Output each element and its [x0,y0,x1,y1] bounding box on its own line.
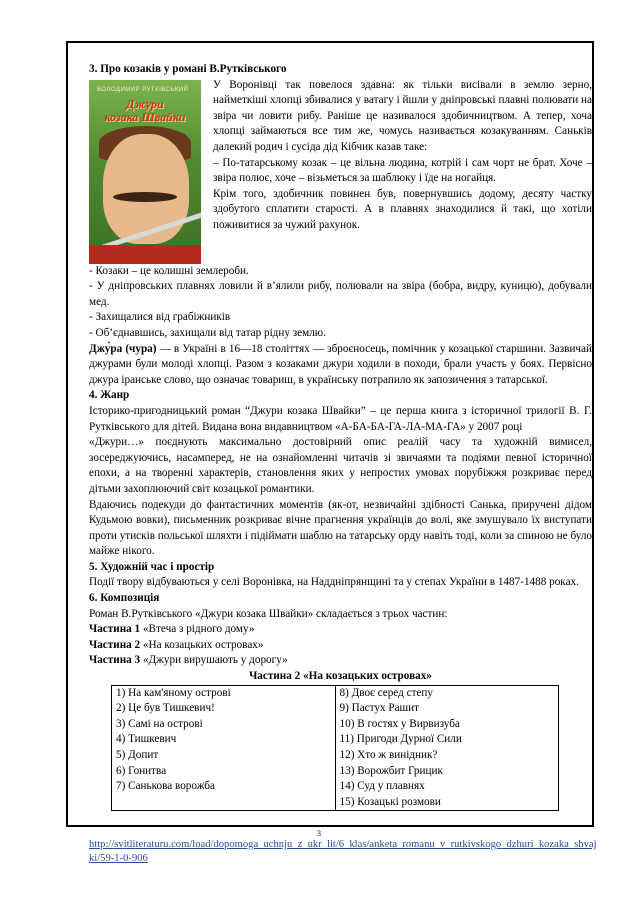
chapter-item: 7) Санькова ворожба [116,780,215,793]
part-item [89,622,592,638]
time-space-paragraph: Події твору відбуваються у селі Воронівка, на Наддніпрянщині та у степах України в 1487-1488 роках. [89,576,579,589]
section-4-heading: 4. Жанр [89,389,130,402]
genre-paragraph: «Джури…» поєднують максимально достовірний опис реалій часу та художній вимисел, зосереджуючись, насамперед, не на ознайомленні читачів зі звичаями та подіями певної історичної епохи, а на творенні характерів, становлення яких у непростих умовах порубіжжя розкриває перед дітьми захоплюючий світ козацької романтики. [89,436,592,495]
chapter-item: 6) Гонитва [116,764,167,777]
dzhura-term: Джу́ра (чура) [89,342,157,355]
part-item [89,638,592,654]
chapters-left-column [112,685,336,811]
page-content [89,62,592,811]
chapter-item: 8) Двоє серед степу [339,686,434,699]
chapter-item: 5) Допит [116,749,159,761]
footer-source-link[interactable]: http://svitliteraturu.com/load/dopomoga_uchnju_z_ukr_lit/6_klas/anketa_romanu_v_rutkivskogo_dzhuri_kozaka_shvajki/59-1-0-906 [89,839,597,864]
chapters-table [111,685,559,812]
genre-paragraph: Історико-пригодницький роман “Джури козака Швайки” – це перша книга з історичної трилогії В. Г. Рутківського для дітей. Видана вона видавництвом «А-БА-БА-ГА-ЛА-МА-ГА» у 2007 році [89,404,592,433]
section-6-heading: 6. Композиція [89,592,160,605]
point-item: - Козаки – це колишні землероби. [89,264,249,277]
chapter-item: 1) На кам'яному острові [116,686,231,699]
cover-title-line-2: козака Швайки [104,109,186,124]
section-5-heading: 5. Художній час і простір [89,560,215,573]
part-item [89,653,592,669]
point-item: - У дніпровських плавнях ловили й в’ялили рибу, полювали на звіра (бобра, видру, куницю), добували мед. [89,280,592,308]
part-label: Частина 2 [89,638,141,651]
table-title: Частина 2 «На козацьких островах» [249,670,432,683]
page-number: 3 [317,829,321,838]
intro-paragraph: – По-татарському козак – це вільна людина, котрій і сам чорт не брат. Хоче – звіра полює, хоче – візьметься за шаблюку і їде на ногайця. [213,156,592,185]
chapter-item: 13) Ворожбит Грицик [339,764,443,777]
chapter-item: 14) Суд у плавнях [339,780,425,793]
cover-title-line-1: Джури [126,96,164,111]
part-title: «На козацьких островах» [140,638,264,651]
cover-bottom-band [89,245,201,264]
chapter-item: 12) Хто ж винідник? [339,749,438,761]
intro-paragraph: Крім того, здобичник повинен був, повернувшись додому, десяту частку здобутого сплатити старості. А в плавнях знаходилися й такі, що хотіли поживитися за чужий рахунок. [213,187,592,231]
chapters-right-column [335,685,559,811]
part-label: Частина 3 [89,654,141,667]
part-title: «Джури вирушають у дорогу» [140,654,288,667]
chapter-item: 4) Тишкевич [116,733,177,746]
cover-moustache-shape [113,192,177,202]
composition-intro: Роман В.Рутківського «Джури козака Швайки» складається з трьох частин: [89,607,448,620]
genre-paragraph: Вдаючись подекуди до фантастичних моментів (як-от, незвичайні здібності Санька, приручені дідом Кудьмою вовки), письменник розкриває вічне прагнення українців до волі, яке змушувало їх виступати проти утисків польської шляхти і підіймати шаблю на татарську орду навіть тоді, коли за спиною не було майже нікого. [89,498,592,558]
intro-block [89,78,592,264]
point-item: - Захищалися від грабіжників [89,311,231,324]
chapter-item: 11) Пригоди Дурної Сили [339,733,462,746]
chapter-item: 10) В гостях у Вирвизуба [339,717,460,730]
chapter-item: 2) Це був Тишкевич! [116,702,215,715]
cover-face-shape [103,134,189,244]
cover-author: ВОЛОДИМИР РУТКІВСЬКИЙ [97,86,189,93]
book-cover-image [89,80,201,264]
section-3-heading: 3. Про козаків у романі В.Рутківського [89,63,287,75]
intro-paragraph: У Воронівці так повелося здавна: як тільки висівали в землю зерно, найметкіші хлопці збивалися у ватагу і йшли у дніпровські плавні полювати на звіра чи ловити рибу. Раніше це називалося здобичництвом. А тепер, хоча хлопці займаються все тим же, чомусь називається козакуванням. Саньків далекий родич і сусіда дід Кібчик казав таке: [213,78,592,153]
dzhura-text: — в Україні в 16—18 століттях — зброєносець, помічник у козацької старшини. Зазвичай джурами були молоді хлопці. Разом з козаками джури ходили в походи, брали участь у боях. Первісно джура іранське слово, що означає товариш, в українську потрапило як запозичення з татарської. [89,342,593,386]
point-item: - Об’єднавшись, захищали від татар рідну землю. [89,326,326,339]
chapter-item: 9) Пастух Рашит [339,702,420,715]
cover-title [95,98,195,124]
chapter-item: 15) Козацькі розмови [339,795,441,808]
chapter-item: 3) Самі на острові [116,717,203,730]
part-title: «Втеча з рідного дому» [140,623,255,636]
part-label: Частина 1 [89,623,141,636]
dzhura-definition [89,342,592,389]
